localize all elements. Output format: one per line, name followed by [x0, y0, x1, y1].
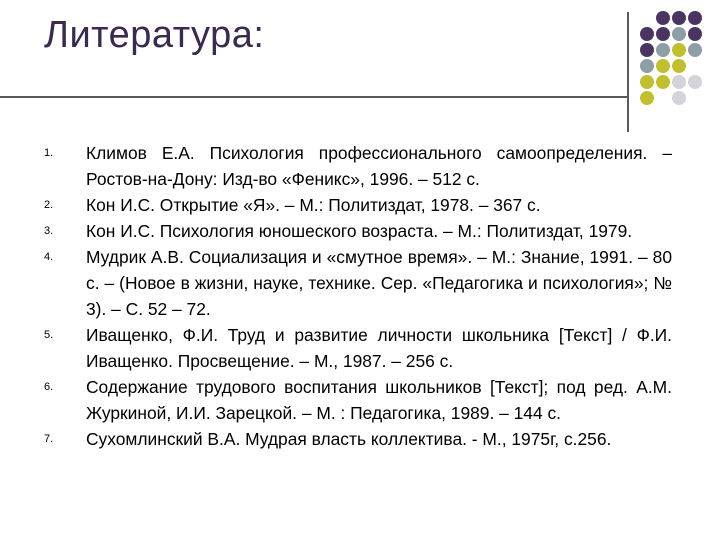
list-item-number: 3.: [44, 225, 54, 237]
list-item: [44, 140, 672, 192]
list-item-number: 6.: [44, 381, 54, 393]
decorative-dot: [656, 43, 670, 57]
decorative-dot: [672, 59, 686, 73]
horizontal-divider: [0, 96, 627, 98]
decorative-dot: [672, 43, 686, 57]
decorative-dot: [640, 75, 654, 89]
list-item-number: 1.: [44, 147, 54, 159]
list-item-number: 7.: [44, 433, 54, 445]
list-item-text: Иващенко, Ф.И. Труд и развитие личности школьника [Текст] / Ф.И. Иващенко. Просвещение. – М., 1987. – 256 с.: [86, 325, 672, 371]
list-item: [44, 322, 672, 374]
decorative-dot: [640, 27, 654, 41]
decorative-dot: [672, 91, 686, 105]
vertical-divider: [627, 12, 629, 132]
decorative-dot: [656, 75, 670, 89]
decorative-dot: [640, 91, 654, 105]
list-item-text: Содержание трудового воспитания школьников [Текст]; под ред. А.М. Журкиной, И.И. Зарецкой. – М. : Педагогика, 1989. – 144 с.: [86, 377, 672, 423]
decorative-dot: [640, 59, 654, 73]
list-item-number: 5.: [44, 329, 54, 341]
list-item-text: Мудрик А.В. Социализация и «смутное время». – М.: Знание, 1991. – 80 с. – (Новое в жизни, науке, технике. Сер. «Педагогика и психология»; № 3). – С. 52 – 72.: [86, 247, 672, 319]
decorative-dot: [640, 43, 654, 57]
list-item-text: Климов Е.А. Психология профессионального самоопределения. – Ростов-на-Дону: Изд-во «Феникс», 1996. – 512 с.: [86, 143, 672, 189]
page-title: Литература:: [44, 14, 265, 56]
decorative-dot: [656, 27, 670, 41]
decorative-dot: [688, 27, 702, 41]
list-item: [44, 192, 672, 218]
list-item: [44, 374, 672, 426]
list-item-text: Сухомлинский В.А. Мудрая власть коллектива. - М., 1975г, с.256.: [86, 429, 612, 449]
decorative-dot: [688, 75, 702, 89]
decorative-dot: [656, 11, 670, 25]
decorative-dot: [688, 43, 702, 57]
list-item: [44, 426, 672, 452]
decorative-dot: [672, 75, 686, 89]
reference-list: [44, 140, 672, 452]
list-item-number: 4.: [44, 251, 54, 263]
decorative-dot: [672, 11, 686, 25]
list-item-text: Кон И.С. Психология юношеского возраста. – М.: Политиздат, 1979.: [86, 221, 633, 241]
decorative-dot: [672, 27, 686, 41]
list-item-number: 2.: [44, 199, 54, 211]
decorative-dot: [656, 59, 670, 73]
list-item: [44, 244, 672, 322]
list-item: [44, 218, 672, 244]
list-item-text: Кон И.С. Открытие «Я». – М.: Политиздат, 1978. – 367 с.: [86, 195, 541, 215]
decorative-dot: [688, 11, 702, 25]
